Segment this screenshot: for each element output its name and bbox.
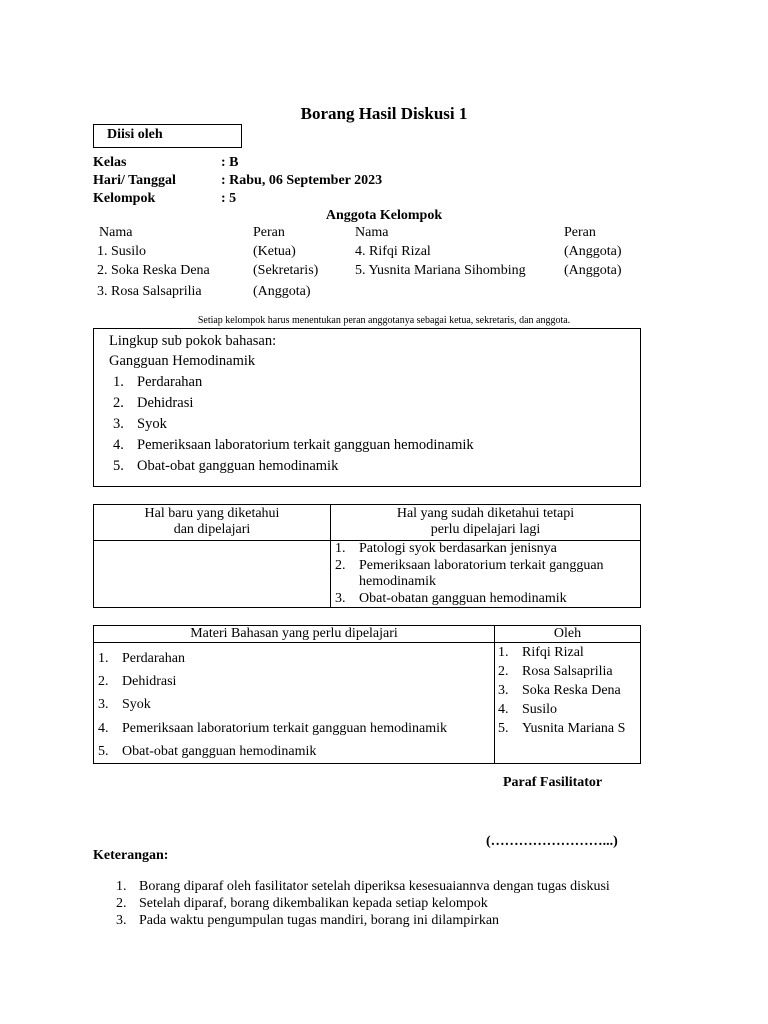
scope-item-text: Syok [137, 416, 167, 432]
member-role: (Anggota) [253, 284, 311, 299]
list-item: 4. Susilo [498, 702, 558, 717]
note-num: 3. [116, 913, 127, 928]
roles-note: Setiap kelompok harus menentukan peran anggotanya sebagai ketua, sekretaris, dan anggota. [197, 315, 571, 326]
note-text: Borang diparaf oleh fasilitator setelah diperiksa kesesuaiannva dengan tugas diskusi [139, 879, 610, 894]
materials-cell [94, 643, 495, 764]
list-item: 4. Pemeriksaan laboratorium terkait gangguan hemodinamik [98, 720, 448, 736]
facilitator-label: Paraf Fasilitator [503, 775, 603, 790]
member-role: (Anggota) [564, 244, 622, 259]
member-name: 1. Susilo [97, 244, 147, 259]
scope-item-num: 4. [113, 437, 124, 453]
scope-item-text: Obat-obat gangguan hemodinamik [137, 458, 339, 474]
learning-col2-header-line2: perlu dipelajari lagi [430, 522, 541, 537]
scope-item-num: 3. [113, 416, 124, 432]
meta-label-group: Kelompok [93, 191, 156, 206]
members-header-name-right: Nama [355, 225, 389, 240]
learning-col1-header-line1: Hal baru yang diketahui [144, 506, 280, 521]
notes-heading: Keterangan: [93, 848, 169, 863]
member-role: (Sekretaris) [253, 263, 319, 278]
members-header-role-right: Peran [564, 225, 596, 240]
materials-table [93, 625, 641, 764]
meta-value-date: : Rabu, 06 September 2023 [221, 173, 383, 188]
note-text: Pada waktu pengumpulan tugas mandiri, borang ini dilampirkan [139, 913, 500, 928]
members-header-role-left: Peran [253, 225, 285, 240]
members-header-name-left: Nama [99, 225, 133, 240]
note-text: Setelah diparaf, borang dikembalikan kepada setiap kelompok [139, 896, 488, 911]
list-item: 2. Pemeriksaan laboratorium terkait gangguan hemodinamik [335, 557, 604, 589]
list-item: 1. Rifqi Rizal [498, 645, 584, 660]
list-item: 3. Syok [98, 697, 151, 713]
learning-review-cell [331, 541, 641, 608]
meta-label-date: Hari/ Tanggal [93, 173, 176, 188]
meta-value-group: : 5 [221, 191, 237, 206]
list-item: 3. Soka Reska Dena [498, 683, 621, 698]
scope-item-text: Dehidrasi [137, 395, 194, 411]
member-name: 4. Rifqi Rizal [355, 244, 431, 259]
facilitator-signature-line: (……………………...) [486, 834, 618, 849]
meta-value-kelas: : B [221, 155, 239, 170]
list-item: 2. Rosa Salsaprilia [498, 664, 613, 679]
members-title: Anggota Kelompok [325, 208, 443, 223]
by-header: Oleh [495, 626, 641, 643]
note-num: 1. [116, 879, 127, 894]
scope-subject: Gangguan Hemodinamik [109, 353, 256, 369]
scope-item-num: 1. [113, 374, 124, 390]
learning-col2-header-line1: Hal yang sudah diketahui tetapi [396, 506, 575, 521]
learning-col2-header [331, 505, 641, 541]
member-role: (Ketua) [253, 244, 296, 259]
learning-col1-header [94, 505, 331, 541]
scope-item-text: Pemeriksaan laboratorium terkait gangguan hemodinamik [137, 437, 474, 453]
scope-item-num: 2. [113, 395, 124, 411]
learning-table [93, 504, 641, 608]
member-name: 3. Rosa Salsaprilia [97, 284, 202, 299]
meta-label-kelas: Kelas [93, 155, 127, 170]
list-item: 1. Patologi syok berdasarkan jenisnya [335, 541, 557, 556]
list-item: 3. Obat-obatan gangguan hemodinamik [335, 590, 567, 606]
scope-heading: Lingkup sub pokok bahasan: [109, 333, 277, 349]
learning-col1-header-line2: dan dipelajari [173, 522, 251, 537]
list-item: 5. Yusnita Mariana S [498, 721, 626, 736]
note-num: 2. [116, 896, 127, 911]
by-cell [495, 643, 641, 764]
list-item: 5. Obat-obat gangguan hemodinamik [98, 743, 317, 759]
member-name: 5. Yusnita Mariana Sihombing [355, 263, 526, 278]
learning-new-cell [94, 541, 331, 608]
page-title: Borang Hasil Diskusi 1 [300, 104, 468, 123]
filled-by-label: Diisi oleh [107, 127, 163, 142]
member-name: 2. Soka Reska Dena [97, 263, 210, 278]
list-item: 2. Dehidrasi [98, 674, 177, 690]
scope-item-num: 5. [113, 458, 124, 474]
list-item: 1. Perdarahan [98, 651, 185, 666]
materials-header: Materi Bahasan yang perlu dipelajari [94, 626, 495, 643]
member-role: (Anggota) [564, 263, 622, 278]
scope-item-text: Perdarahan [137, 374, 203, 390]
